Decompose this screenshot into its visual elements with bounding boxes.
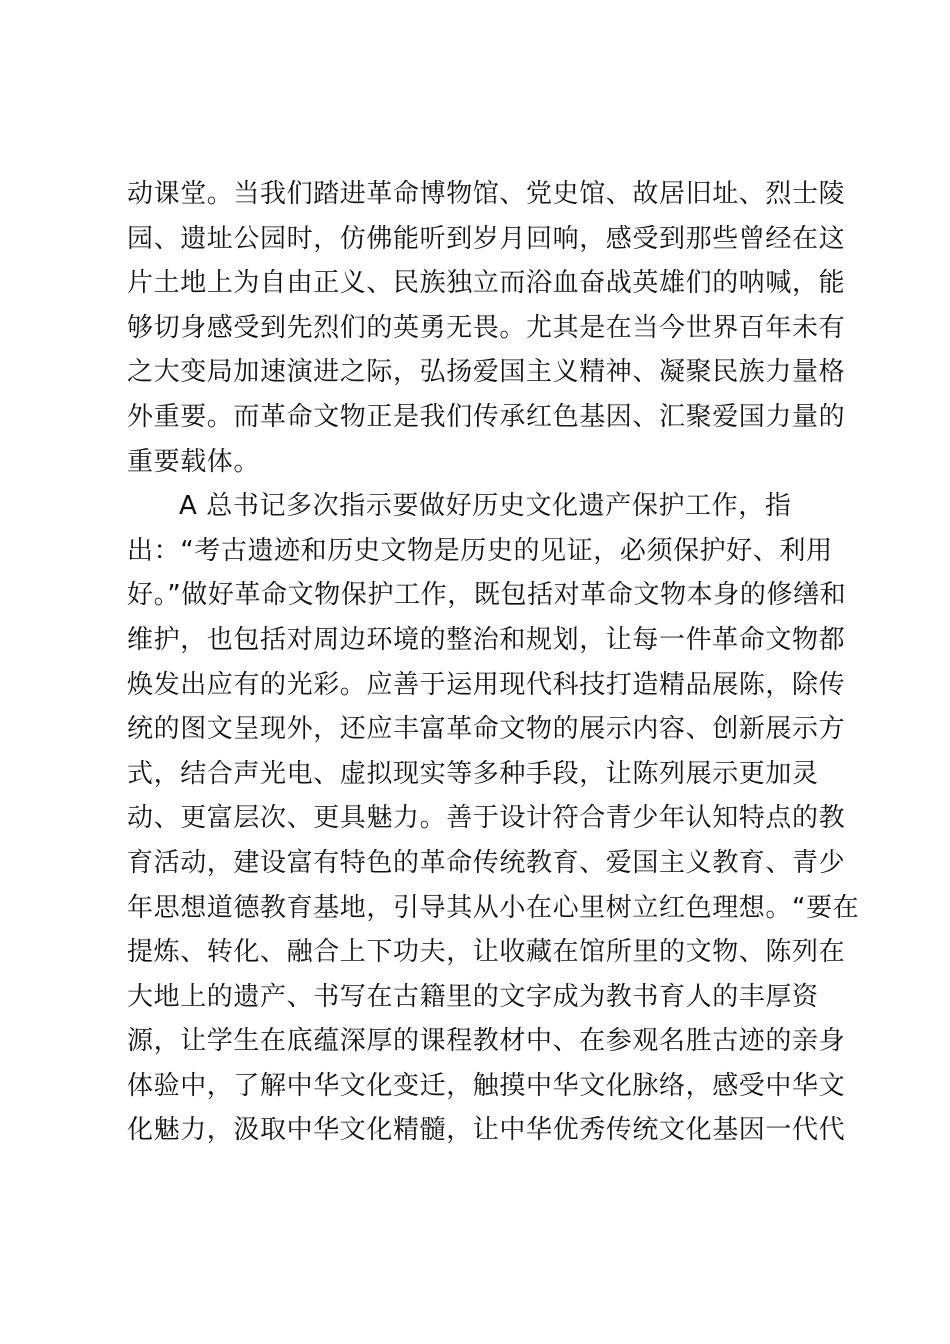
text-line: 式，结合声光电、虚拟现实等多种手段，让陈列展示更加灵 bbox=[127, 758, 819, 789]
text-line: 焕发出应有的光彩。应善于运用现代科技打造精品展陈，除传 bbox=[127, 669, 846, 700]
text-line: 统的图文呈现外，还应丰富革命文物的展示内容、创新展示方 bbox=[127, 714, 846, 745]
text-line: 重要载体。 bbox=[127, 446, 261, 477]
text-line: 够切身感受到先烈们的英勇无畏。尤其是在当今世界百年未有 bbox=[127, 312, 846, 343]
text-line: 外重要。而革命文物正是我们传承红色基因、汇聚爱国力量的 bbox=[127, 401, 846, 432]
text-line: 片土地上为自由正义、民族独立而浴血奋战英雄们的呐喊，能 bbox=[127, 268, 846, 299]
text-line: 维护，也包括对周边环境的整治和规划，让每一件革命文物都 bbox=[127, 624, 846, 655]
paragraph-1 bbox=[127, 172, 847, 484]
text-line: 提炼、转化、融合上下功夫，让收藏在馆所里的文物、陈列在 bbox=[127, 937, 846, 968]
text-line: 年思想道德教育基地，引导其从小在心里树立红色理想。“要在 bbox=[127, 892, 860, 923]
text-line: 源，让学生在底蕴深厚的课程教材中、在参观名胜古迹的亲身 bbox=[127, 1026, 846, 1057]
text-line: 动、更富层次、更具魅力。善于设计符合青少年认知特点的教 bbox=[127, 803, 846, 834]
text-line: 出：“考古遗迹和历史文物是历史的见证，必须保护好、利用 bbox=[127, 535, 833, 566]
text-line: 大地上的遗产、书写在古籍里的文字成为教书育人的丰厚资 bbox=[127, 981, 819, 1012]
text-line: 园、遗址公园时，仿佛能听到岁月回响，感受到那些曾经在这 bbox=[127, 223, 846, 254]
paragraph-2 bbox=[127, 484, 860, 1153]
body-text bbox=[127, 172, 860, 1153]
text-line: 好。”做好革命文物保护工作，既包括对革命文物本身的修缮和 bbox=[127, 580, 847, 611]
text-line-indented: A 总书记多次指示要做好历史文化遗产保护工作，指 bbox=[179, 491, 792, 522]
text-line: 育活动，建设富有特色的革命传统教育、爱国主义教育、青少 bbox=[127, 847, 846, 878]
text-line: 体验中，了解中华文化变迁，触摸中华文化脉络，感受中华文 bbox=[127, 1070, 846, 1101]
text-line: 化魅力，汲取中华文化精髓，让中华优秀传统文化基因一代代 bbox=[127, 1115, 846, 1146]
text-line: 动课堂。当我们踏进革命博物馆、党史馆、故居旧址、烈士陵 bbox=[127, 179, 846, 209]
text-line: 之大变局加速演进之际，弘扬爱国主义精神、凝聚民族力量格 bbox=[127, 357, 846, 388]
